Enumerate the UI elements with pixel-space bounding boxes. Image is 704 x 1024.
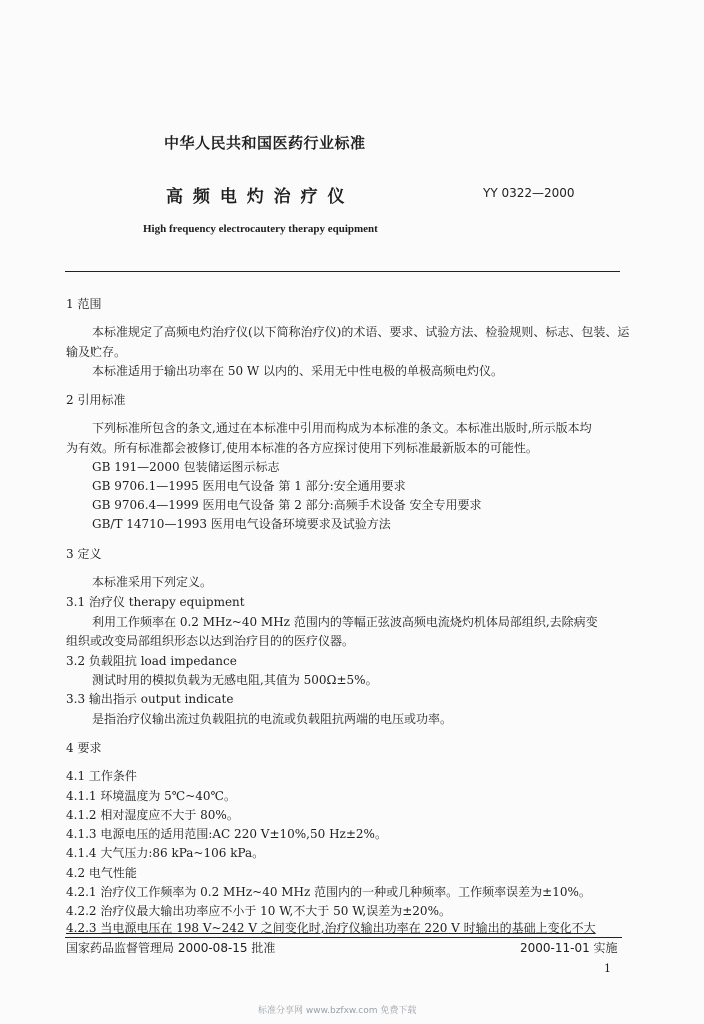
effective-date: 2000-11-01 实施 [520, 941, 618, 955]
clause-line: 4.1.3 电源电压的适用范围:AC 220 V±10%,50 Hz±2%。 [66, 827, 387, 841]
paragraph-line: 下列标准所包含的条文,通过在本标准中引用而构成为本标准的条文。本标准出版时,所示版本均 [92, 421, 592, 435]
watermark: 标准分享网 www.bzfxw.com 免费下载 [258, 1006, 417, 1016]
issuing-organization: 中华人民共和国医药行业标准 [164, 134, 366, 152]
reference-item: GB 9706.4—1999 医用电气设备 第 2 部分:高频手术设备 安全专用要求 [92, 498, 482, 512]
clause-line: 4.1.1 环境温度为 5℃~40℃。 [66, 789, 236, 803]
section-heading: 3 定义 [66, 547, 102, 561]
header-divider [65, 271, 620, 272]
document-title: 高 频 电 灼 治 疗 仪 [166, 187, 347, 207]
standard-number: YY 0322—2000 [483, 186, 575, 200]
clause-line: 4.1.4 大气压力:86 kPa~106 kPa。 [66, 846, 265, 860]
paragraph-line: 利用工作频率在 0.2 MHz~40 MHz 范围内的等幅正弦波高频电流烧灼机体局部组织,去除病变 [92, 615, 598, 629]
page-number: 1 [604, 962, 611, 975]
reference-item: GB 191—2000 包装储运图示标志 [92, 460, 280, 474]
reference-item: GB 9706.1—1995 医用电气设备 第 1 部分:安全通用要求 [92, 479, 406, 493]
paragraph-line: 测试时用的模拟负载为无感电阻,其值为 500Ω±5%。 [92, 673, 378, 687]
clause-line: 4.2.1 治疗仪工作频率为 0.2 MHz~40 MHz 范围内的一种或几种频率。工作频率误差为±10%。 [66, 885, 591, 899]
clause-heading: 3.3 输出指示 output indicate [66, 692, 234, 706]
document-title-english: High frequency electrocautery therapy equipment [143, 223, 378, 235]
clause-heading: 3.2 负载阻抗 load impedance [66, 654, 237, 668]
clause-line: 4.2.3 当电源电压在 198 V~242 V 之间变化时,治疗仪输出功率在 220 V 时输出的基础上变化不大 [66, 921, 596, 935]
approval-line: 国家药品监督管理局 2000-08-15 批准 [66, 941, 276, 955]
clause-line: 4.2.2 治疗仪最大输出功率应不小于 10 W,不大于 50 W,误差为±20%。 [66, 904, 451, 918]
section-heading: 1 范围 [66, 297, 102, 311]
paragraph-line: 本标准规定了高频电灼治疗仪(以下简称治疗仪)的术语、要求、试验方法、检验规则、标志、包装、运 [92, 325, 630, 339]
reference-item: GB/T 14710—1993 医用电气设备环境要求及试验方法 [92, 517, 391, 531]
clause-heading: 3.1 治疗仪 therapy equipment [66, 595, 245, 609]
paragraph-line: 输及贮存。 [66, 345, 127, 359]
clause-line: 4.1 工作条件 [66, 769, 137, 783]
paragraph-line: 为有效。所有标准都会被修订,使用本标准的各方应探讨使用下列标准最新版本的可能性。 [66, 441, 538, 455]
footer-divider [65, 937, 622, 938]
clause-line: 4.2 电气性能 [66, 866, 137, 880]
paragraph-line: 组织或改变局部组织形态以达到治疗目的的医疗仪器。 [66, 634, 355, 648]
paragraph-line: 是指治疗仪输出流过负载阻抗的电流或负载阻抗两端的电压或功率。 [92, 712, 453, 726]
section-heading: 4 要求 [66, 741, 102, 755]
section-heading: 2 引用标准 [66, 393, 126, 407]
paragraph-line: 本标准采用下列定义。 [92, 575, 213, 589]
paragraph-line: 本标准适用于输出功率在 50 W 以内的、采用无中性电极的单极高频电灼仪。 [92, 364, 504, 378]
clause-line: 4.1.2 相对湿度应不大于 80%。 [66, 808, 239, 822]
